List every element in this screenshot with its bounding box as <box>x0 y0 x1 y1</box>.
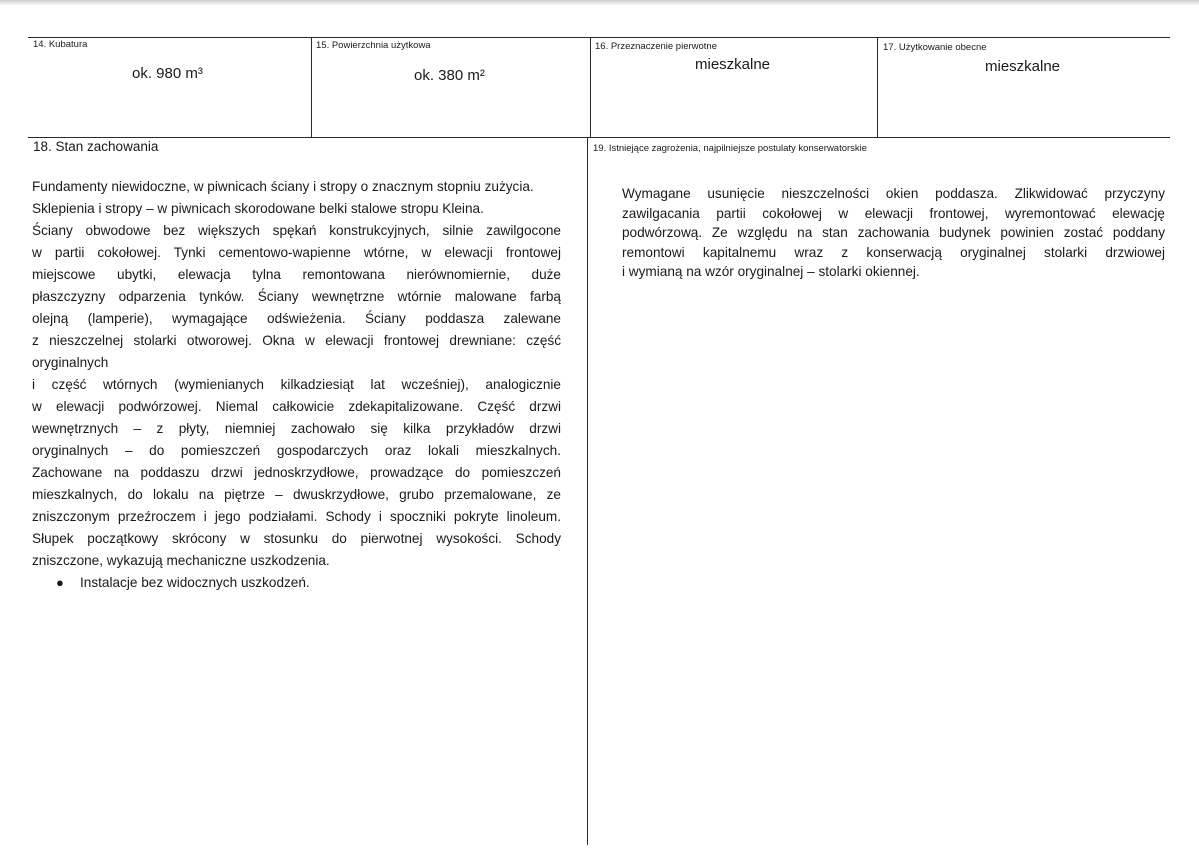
col-divider-2 <box>590 37 591 137</box>
col-divider-3 <box>877 37 878 137</box>
scan-edge <box>0 0 1199 6</box>
stan-line: Fundamenty niewidoczne, w piwnicach ściany i stropy o znacznym stopniu zużycia. <box>32 179 534 194</box>
stan-line: Ściany obwodowe bez większych spękań konstrukcyjnych, silnie zawilgocone <box>32 223 561 238</box>
stan-line: oryginalnych <box>32 355 109 370</box>
uzytkowanie-label: 17. Użytkowanie obecne <box>883 42 987 53</box>
zagrozenia-line: podwórzową. Ze względu na stan zachowania budynek powinien zostać poddany <box>622 225 1165 240</box>
przeznaczenie-label: 16. Przeznaczenie pierwotne <box>595 41 717 52</box>
zagrozenia-text <box>622 184 1165 282</box>
powierzchnia-value: ok. 380 m² <box>414 67 485 84</box>
stan-line: Słupek początkowy skrócony w stosunku do pierwotnej wysokości. Schody <box>32 531 561 546</box>
stan-line: w elewacji podwórzowej. Niemal całkowicie zdekapitalizowane. Część drzwi <box>32 399 561 414</box>
powierzchnia-label: 15. Powierzchnia użytkowa <box>316 40 431 51</box>
zagrozenia-line: remontowi kapitalnemu wraz z konserwacją oryginalnej stolarki drzwiowej <box>622 244 1165 260</box>
stan-label: 18. Stan zachowania <box>33 139 159 154</box>
uzytkowanie-value: mieszkalne <box>985 58 1061 75</box>
zagrozenia-line: i wymianą na wzór oryginalnej – stolarki okiennej. <box>622 264 920 279</box>
stan-line: wewnętrznych – z płyty, niemniej zachowało się kilka przykładów drzwi <box>32 421 561 436</box>
stan-line: zniszczonym przeźroczem i jego podziałami. Schody i spoczniki pokryte linoleum. <box>32 509 561 524</box>
stan-line: Sklepienia i stropy – w piwnicach skorodowane belki stalowe stropu Kleina. <box>32 201 484 216</box>
stan-line: olejną (lamperie), wymagające odświeżenia. Ściany poddasza zalewane <box>32 311 561 326</box>
kubatura-label: 14. Kubatura <box>33 39 88 50</box>
stan-line: z nieszczelnej stolarki otworowej. Okna w elewacji frontowej drewniane: część <box>32 333 561 348</box>
stan-text <box>32 176 561 594</box>
stan-line: płaszczyzny odparzenia tynków. Ściany wewnętrzne wtórnie malowane farbą <box>32 289 561 304</box>
bullet-text: Instalacje bez widocznych uszkodzeń. <box>80 575 310 590</box>
stan-line: miejscowe ubytki, elewacja tylna remontowana nierównomiernie, duże <box>32 267 561 282</box>
stan-line: mieszkalnych, do lokalu na piętrze – dwuskrzydłowe, grubo przemalowane, ze <box>32 487 561 502</box>
zagrozenia-label: 19. Istniejące zagrożenia, najpilniejsze postulaty konserwatorskie <box>593 143 868 154</box>
stan-line: w partii cokołowej. Tynki cementowo-wapienne wtórne, w elewacji frontowej <box>32 245 561 260</box>
zagrozenia-line: zawilgacania partii cokołowej w elewacji frontowej, wyremontować elewację <box>622 205 1165 221</box>
top-border <box>28 37 1170 38</box>
row-divider <box>28 137 1170 138</box>
stan-line: i część wtórnych (wymienianych kilkadziesiąt lat wcześniej), analogicznie <box>32 377 561 392</box>
col-divider-1 <box>311 37 312 137</box>
stan-line: zniszczone, wykazują mechaniczne uszkodzenia. <box>32 553 330 568</box>
bullet-list-item <box>32 572 561 594</box>
stan-line: oryginalnych – do pomieszczeń gospodarczych oraz lokali mieszkalnych. <box>32 443 561 458</box>
bullet-icon: ● <box>56 575 64 590</box>
zagrozenia-line: Wymagane usunięcie nieszczelności okien poddasza. Zlikwidować przyczyny <box>622 186 1165 201</box>
main-col-divider <box>587 137 588 845</box>
stan-line: Zachowane na poddaszu drzwi jednoskrzydłowe, prowadzące do pomieszczeń <box>32 465 561 480</box>
kubatura-value: ok. 980 m³ <box>132 65 203 82</box>
przeznaczenie-value: mieszkalne <box>695 56 771 73</box>
